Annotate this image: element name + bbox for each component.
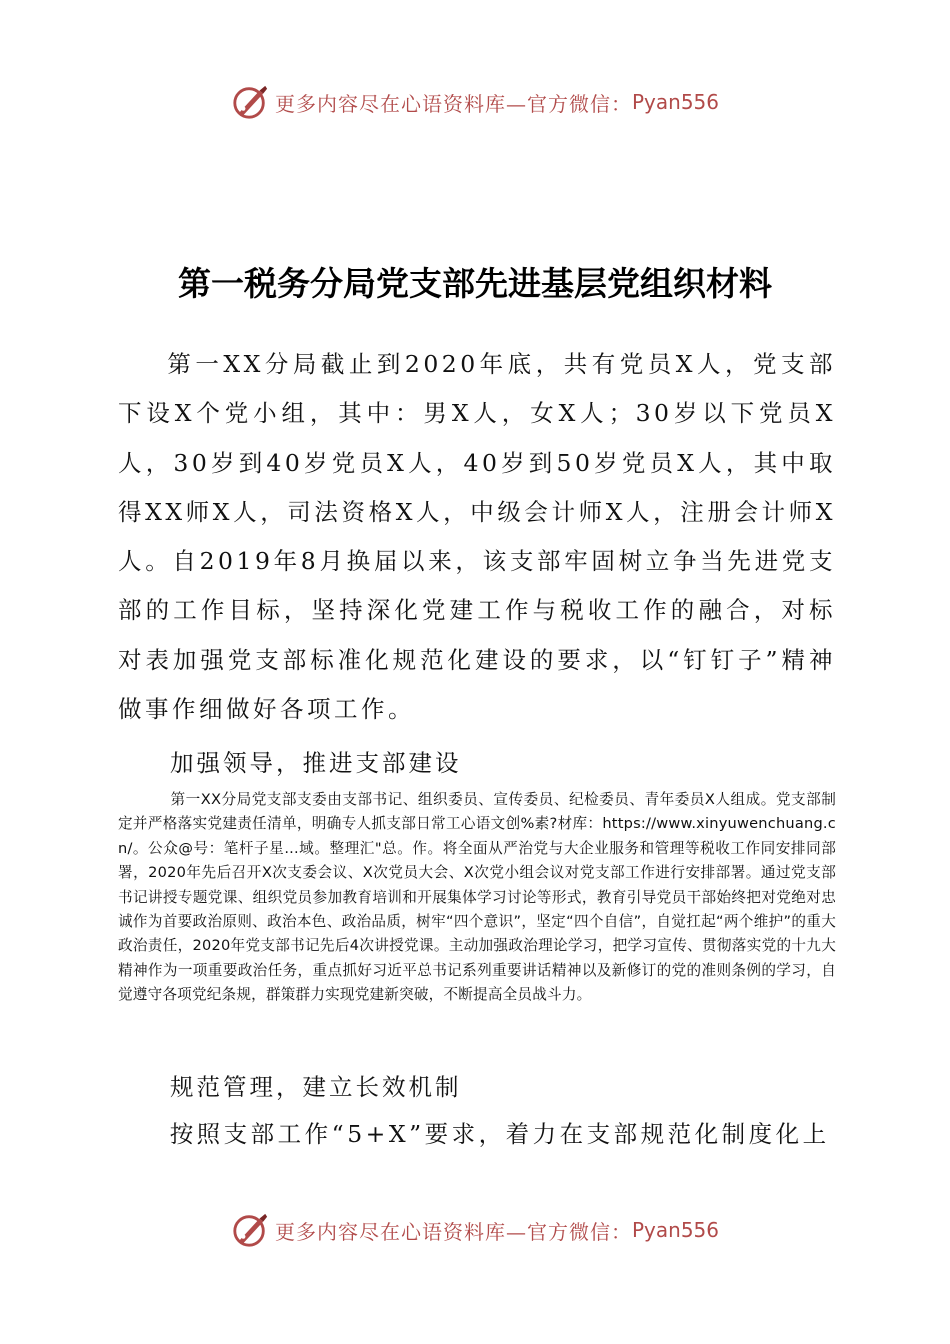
- watermark-wechat-id: Pyan556: [631, 90, 719, 114]
- watermark-wechat-id: Pyan556: [631, 1218, 719, 1242]
- header-watermark: [0, 80, 950, 124]
- section-paragraph-leadership: 第一XX分局党支部支委由支部书记、组织委员、宣传委员、纪检委员、青年委员X人组成。党支部制定并严格落实党建责任清单，明确专人抓支部日常工心语文创%素?材库：https://www.xinyuwenchuang.cn/。公众@号：笔杆子星...域。整理汇"总。作。将全面从严治党与大企业服务和管理等税收工作同安排同部署，2020年先后召开X次支委会议、X次党员大会、X次党小组会议对党支部工作进行安排部署。通过党支部书记讲授专题党课、组织党员参加教育培训和开展集体学习讨论等形式，教育引导党员干部始终把对党绝对忠诚作为首要政治原则、政治本色、政治品质，树牢“四个意识”，坚定“四个自信”，自觉扛起“两个维护”的重大政治责任，2020年党支部书记先后4次讲授党课。主动加强政治理论学习，把学习宣传、贯彻落实党的十九大精神作为一项重要政治任务，重点抓好习近平总书记系列重要讲话精神以及新修订的党的准则条例的学习，自觉遵守各项党纪条规，群策群力实现党建新突破，不断提高全员战斗力。: [118, 791, 836, 1004]
- intro-paragraph: 第一XX分局截止到2020年底，共有党员X人，党支部下设X个党小组，其中：男X人，女X人；30岁以下党员X人，30岁到40岁党员X人，40岁到50岁党员X人，其中取得XX师X人，司法资格X人，中级会计师X人，注册会计师X人。自2019年8月换届以来，该支部牢固树立争当先进党支部的工作目标，坚持深化党建工作与税收工作的融合，对标对表加强党支部标准化规范化建设的要求，以“钉钉子”精神做事作细做好各项工作。: [118, 350, 836, 724]
- pen-logo-icon: [231, 1211, 269, 1249]
- footer-watermark: [0, 1208, 950, 1252]
- section-paragraph-management: 按照支部工作“5+X”要求，着力在支部规范化制度化上: [169, 1120, 830, 1148]
- section-heading-leadership: 加强领导，推进支部建设: [170, 749, 462, 777]
- watermark-text: 更多内容尽在心语资料库—官方微信：: [274, 1219, 632, 1244]
- section-heading-management: 规范管理，建立长效机制: [170, 1073, 462, 1101]
- pen-logo-icon: [231, 83, 269, 121]
- document-title: 第一税务分局党支部先进基层党组织材料: [178, 264, 772, 303]
- watermark-text: 更多内容尽在心语资料库—官方微信：: [274, 91, 632, 116]
